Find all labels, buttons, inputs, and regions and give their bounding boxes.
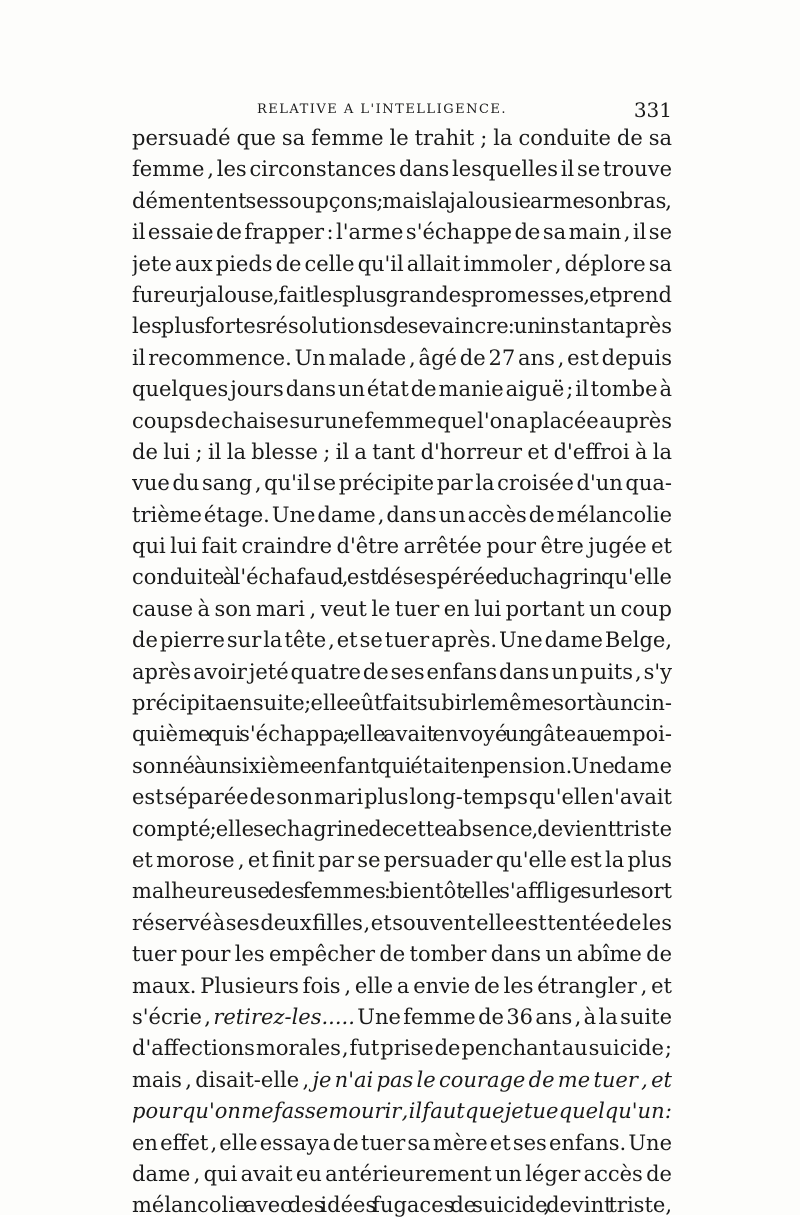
- text-line: tuer pour les empêcher de tomber dans un abîme de: [132, 942, 672, 967]
- text-line: il recommence. Un malade , âgé de 27 ans , est depuis: [132, 345, 672, 370]
- text-line: les plus fortes résolutions de se vaincre : un instant après: [132, 314, 672, 339]
- page-number: 331: [633, 98, 672, 122]
- text-line: pour qu'on me fasse mourir , il faut que je tue quelqu'un :: [132, 1099, 672, 1124]
- text-line: sonné à un sixième enfant qui était en pension. Une dame: [132, 753, 672, 778]
- text-line: jete aux pieds de celle qu'il allait immoler , déplore sa: [132, 251, 672, 276]
- text-line: réservé à ses deux filles , et souvent elle est tentée de les: [132, 910, 672, 935]
- body-text: [132, 123, 672, 1222]
- text-line: après avoir jeté quatre de ses enfans dans un puits , s'y: [132, 659, 672, 684]
- text-line: quième qui s'échappa ; elle avait envoyé un gâteau empoi-: [132, 722, 672, 747]
- text-line: d'affections morales , fut prise de penchant au suicide ;: [132, 1036, 672, 1061]
- text-line: mélancolie avec des idées fugaces de suicide , devint triste,: [132, 1193, 672, 1218]
- text-line: trième étage. Une dame , dans un accès de mélancolie: [132, 502, 672, 527]
- text-line: de lui ; il la blesse ; il a tant d'horreur et d'effroi à la: [132, 439, 672, 464]
- text-line: dame , qui avait eu antérieurement un léger accès de: [132, 1161, 672, 1186]
- text-line: de pierre sur la tête , et se tuer après. Une dame Belge,: [132, 628, 672, 653]
- text-line: maux. Plusieurs fois , elle a envie de les étrangler , et: [132, 973, 672, 998]
- text-line: et morose , et finit par se persuader qu'elle est la plus: [132, 847, 672, 872]
- text-line: démentent ses soupçons ; mais la jalousie arme son bras ,: [132, 188, 672, 213]
- text-line: malheureuse des femmes : bientôt elle s'afflige sur le sort: [132, 879, 672, 904]
- text-line: fureur jalouse , fait les plus grandes promesses , et prend: [132, 282, 672, 307]
- text-line: conduite à l'échafaud , est désespérée du chagrin qu'elle: [132, 565, 672, 590]
- text-line: quelques jours dans un état de manie aiguë ; il tombe à: [132, 377, 672, 402]
- page-header: [132, 98, 672, 124]
- text-line: précipita ensuite ; elle eût fait subir le même sort à un cin-: [132, 691, 672, 716]
- text-line: en effet , elle essaya de tuer sa mère et ses enfans. Une: [132, 1130, 672, 1155]
- text-line: coups de chaise sur une femme que l'on a placée auprès: [132, 408, 672, 433]
- text-line: il essaie de frapper : l'arme s'échappe de sa main , il se: [132, 220, 672, 245]
- text-line: compté ; elle se chagrine de cette absence , devient triste: [132, 816, 672, 841]
- text-line: persuadé que sa femme le trahit ; la conduite de sa: [132, 126, 672, 150]
- text-line: qui lui fait craindre d'être arrêtée pour être jugée et: [132, 534, 672, 559]
- text-line: mais , disait-elle , je n'ai pas le courage de me tuer , et: [132, 1067, 672, 1092]
- text-line: vue du sang , qu'il se précipite par la croisée d'un qua-: [132, 471, 672, 496]
- text-line: cause à son mari , veut le tuer en lui portant un coup: [132, 596, 672, 621]
- text-line: est séparée de son mari plus long-temps qu'elle n'avait: [132, 785, 672, 810]
- text-line: s'écrie , retirez-les..... Une femme de 36 ans , à la suite: [132, 1004, 672, 1029]
- running-head: RELATIVE A L'INTELLIGENCE.: [257, 102, 508, 117]
- text-line: femme , les circonstances dans lesquelles il se trouve: [132, 157, 672, 182]
